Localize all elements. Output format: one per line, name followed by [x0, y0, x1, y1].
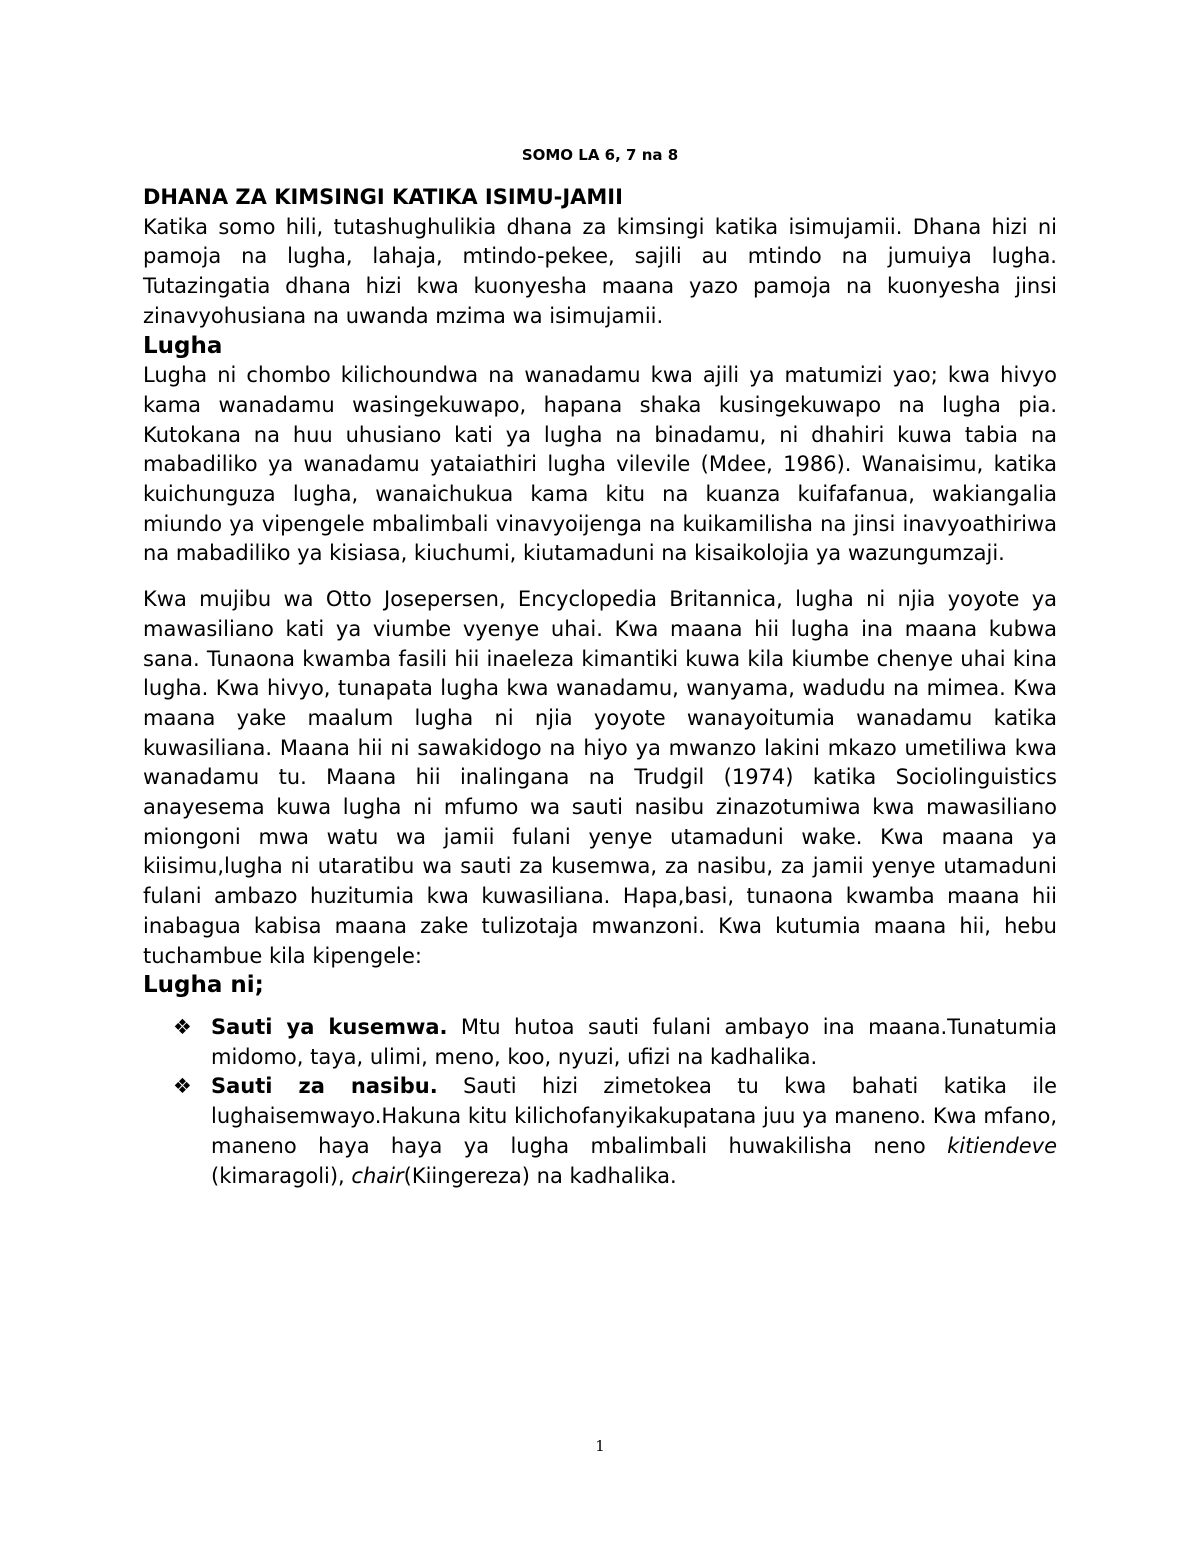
section-heading-lugha-ni: Lugha ni;	[143, 972, 264, 999]
lugha-paragraph-1: Lugha ni chombo kilichoundwa na wanadamu kwa ajili ya matumizi yao; kwa hivyo kama wanadamu wasingekuwapo, hapana shaka kusingekuwapo na lugha pia. Kutokana na huu uhusiano kati ya lugha na binadamu, ni dhahiri kuwa tabia na mabadiliko ya wanadamu yataiathiri lugha vilevile (Mdee, 1986). Wanaisimu, katika kuichunguza lugha, wanaichukua kama kitu na kuanza kuifafanua, wakiangalia miundo ya vipengele mbalimbali vinavyoijenga na kuikamilisha na jinsi inavyoathiriwa na mabadiliko ya kisiasa, kiuchumi, kiutamaduni na kisaikolojia ya wazungumzaji.	[143, 363, 1057, 566]
list-item-title: Sauti ya kusemwa.	[211, 1014, 448, 1039]
section-heading-lugha: Lugha	[143, 332, 223, 359]
list-item-title: Sauti za nasibu.	[211, 1074, 438, 1099]
example-word: kitiendeve	[947, 1133, 1057, 1158]
diamond-bullet-icon: ❖	[173, 1014, 192, 1039]
list-item	[143, 1013, 1057, 1072]
list-item-text: Sauti hizi zimetokea tu kwa bahati katika ile lughaisemwayo.Hakuna kitu kilichofanyikakupatana juu ya maneno. Kwa mfano, maneno haya haya ya lugha mbalimbali huwakilisha neno	[211, 1074, 1057, 1158]
list-item	[143, 1072, 1057, 1191]
page-header: SOMO LA 6, 7 na 8	[521, 146, 679, 164]
intro-paragraph: Katika somo hili, tutashughulikia dhana za kimsingi katika isimujamii. Dhana hizi ni pamoja na lugha, lahaja, mtindo-pekee, sajili au mtindo na jumuiya lugha. Tutazingatia dhana hizi kwa kuonyesha maana yazo pamoja na kuonyesha jinsi zinavyohusiana na uwanda mzima wa isimujamii.	[143, 214, 1057, 328]
list-item-text: (Kiingereza) na kadhalika.	[403, 1163, 677, 1188]
list-item-text: Mtu hutoa sauti fulani ambayo ina maana.Tunatumia midomo, taya, ulimi, meno, koo, nyuzi, ufizi na kadhalika.	[211, 1014, 1057, 1069]
list-item-text: (kimaragoli),	[211, 1163, 352, 1188]
diamond-bullet-icon: ❖	[173, 1074, 192, 1099]
document-body	[143, 183, 1057, 1191]
lugha-paragraph-2: Kwa mujibu wa Otto Josepersen, Encyclopedia Britannica, lugha ni njia yoyote ya mawasiliano kati ya viumbe vyenye uhai. Kwa maana hii lugha ina maana kubwa sana. Tunaona kwamba fasili hii inaeleza kimantiki kuwa kila kiumbe chenye uhai kina lugha. Kwa hivyo, tunapata lugha kwa wanadamu, wanyama, wadudu na mimea. Kwa maana yake maalum lugha ni njia yoyote wanayoitumia wanadamu katika kuwasiliana. Maana hii ni sawakidogo na hiyo ya mwanzo lakini mkazo umetiliwa kwa wanadamu tu. Maana hii inalingana na Trudgil (1974) katika Sociolinguistics anayesema kuwa lugha ni mfumo wa sauti nasibu zinazotumiwa kwa mawasiliano miongoni mwa watu wa jamii fulani yenye utamaduni wake. Kwa maana ya kiisimu,lugha ni utaratibu wa sauti za kusemwa, za nasibu, za jamii yenye utamaduni fulani ambazo huzitumia kwa kuwasiliana. Hapa,basi, tunaona kwamba maana hii inabagua kabisa maana zake tulizotaja mwanzoni. Kwa kutumia maana hii, hebu tuchambue kila kipengele:	[143, 587, 1057, 968]
lugha-ni-list	[143, 1013, 1057, 1191]
document-title: DHANA ZA KIMSINGI KATIKA ISIMU-JAMII	[143, 185, 623, 209]
example-word: chair	[351, 1163, 404, 1188]
page-number: 1	[595, 1437, 605, 1455]
